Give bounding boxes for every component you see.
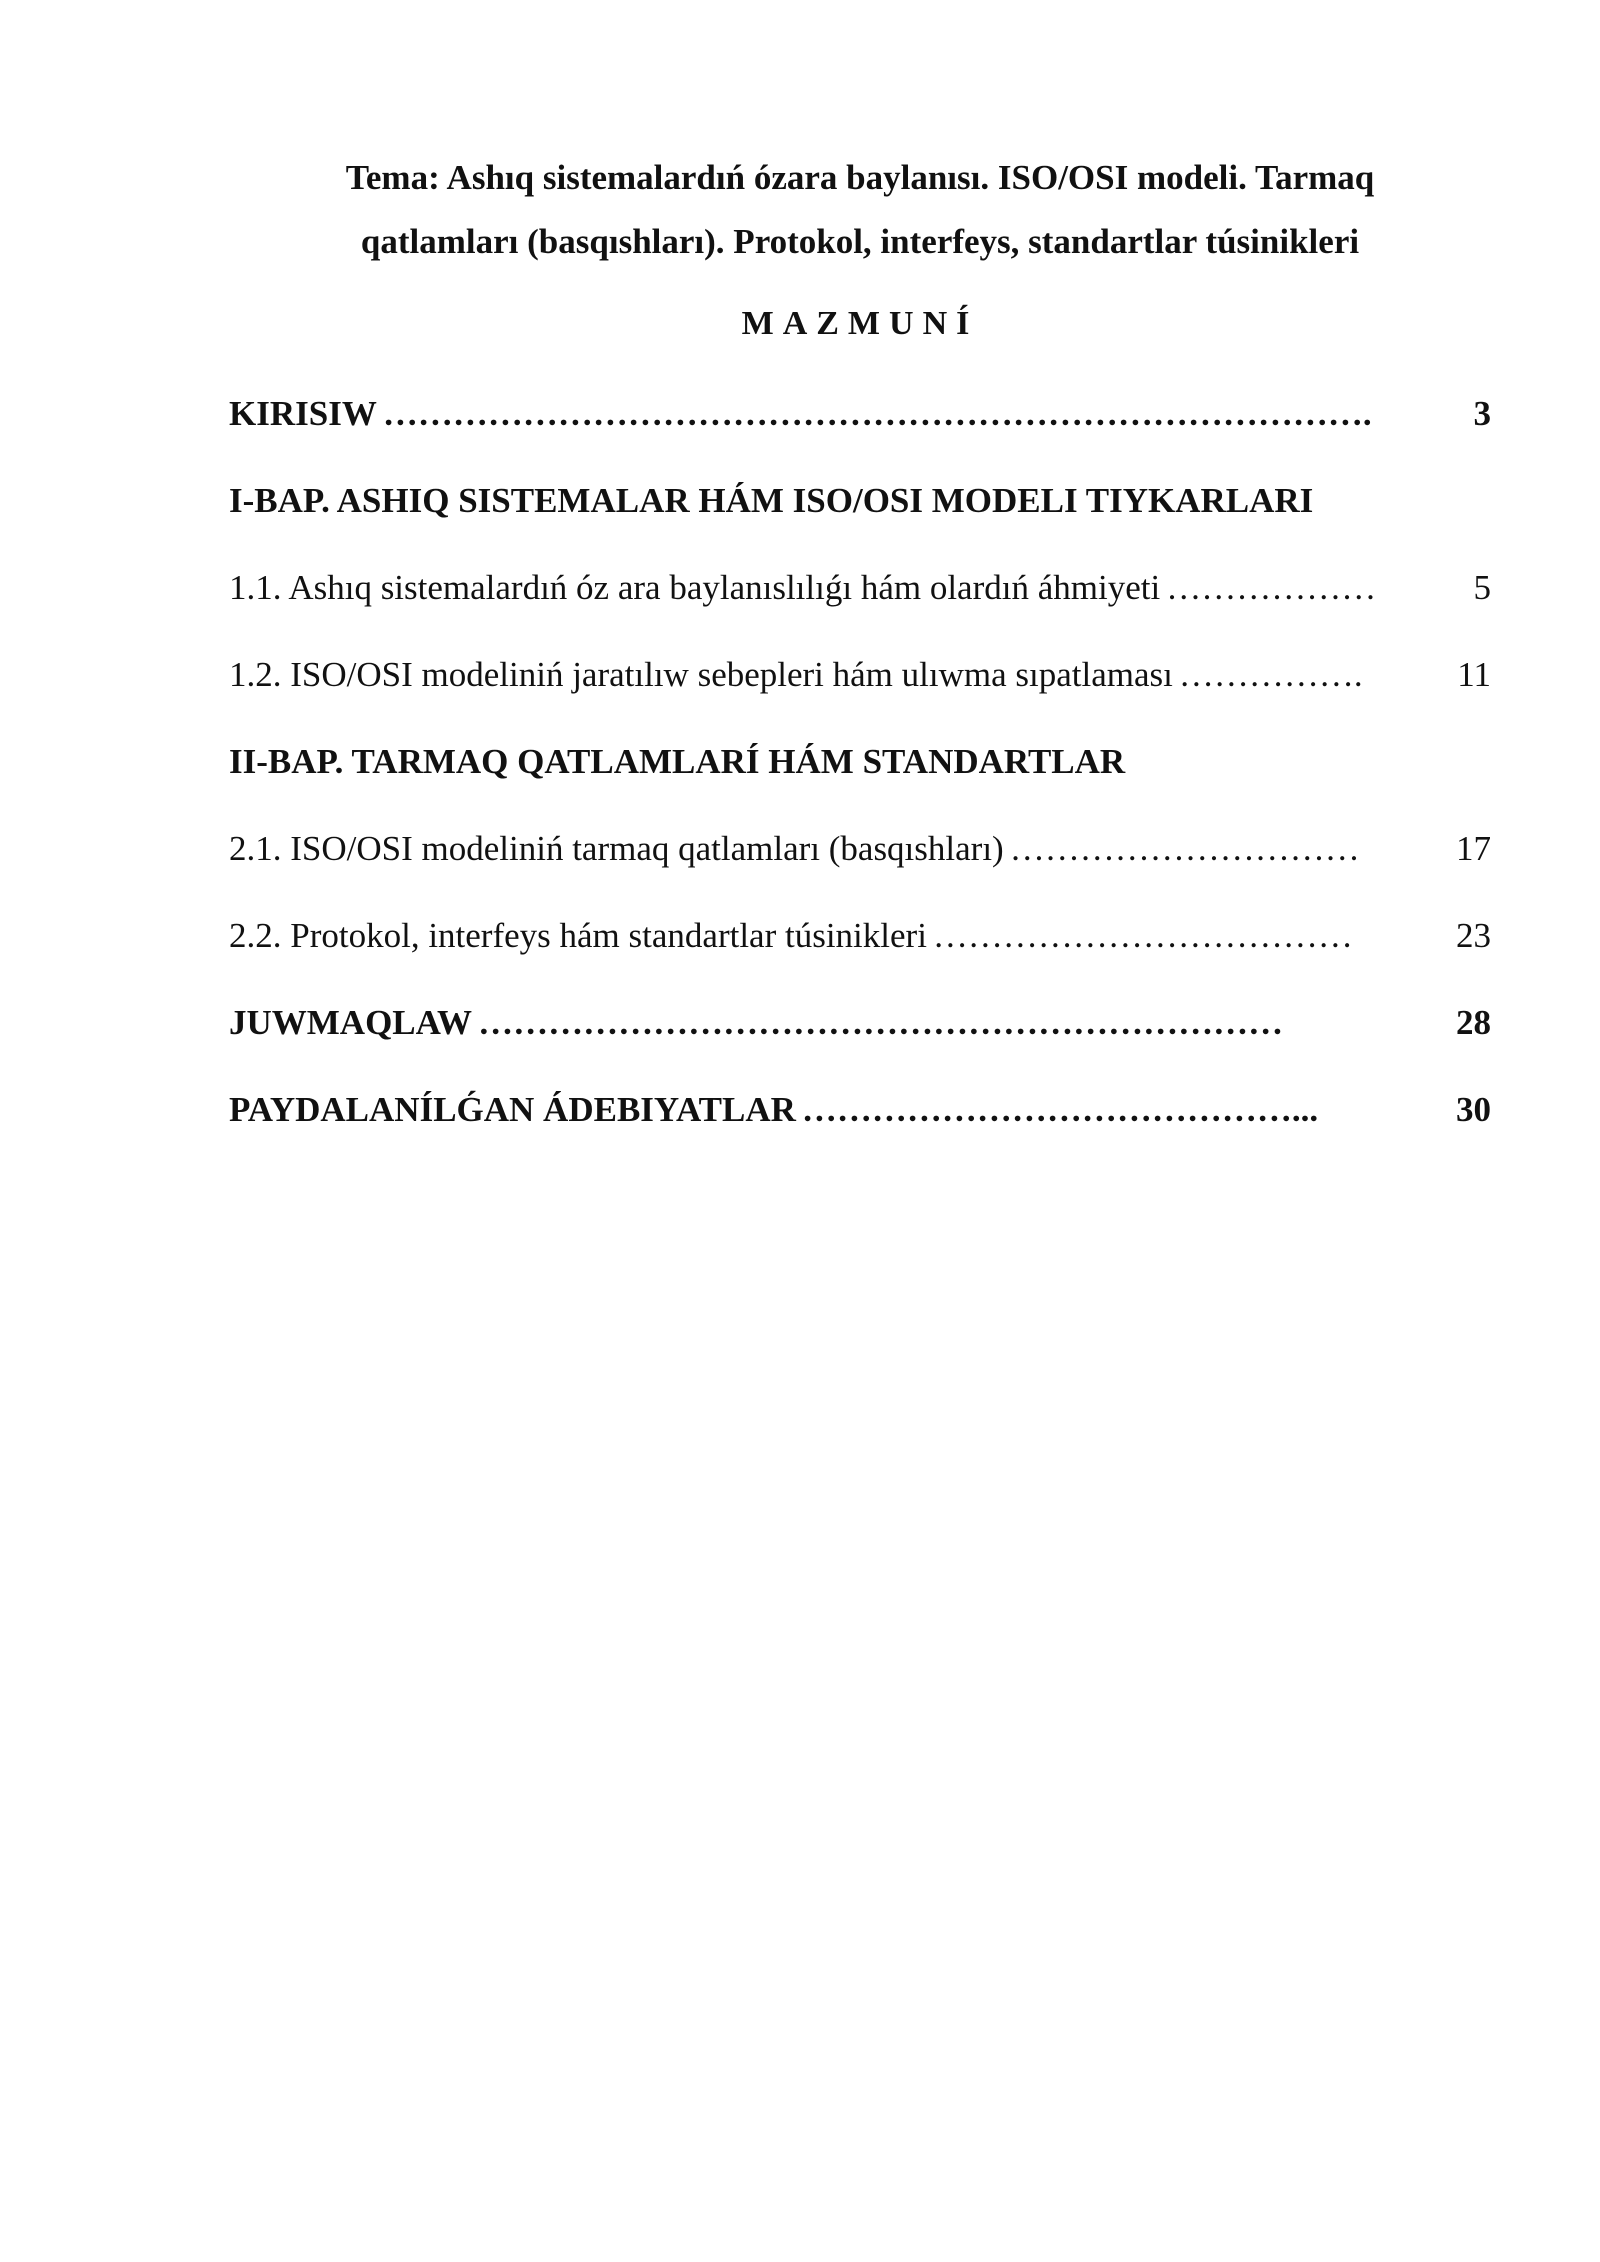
toc-page-number: 23 (1456, 916, 1491, 955)
toc-entry-2-2 (229, 912, 1491, 960)
toc-entry-label: 1.1. Ashıq sistemalardıń óz ara baylanıslılıǵı hám olardıń áhmiyeti (229, 568, 1161, 607)
toc-chapter-2: II-BAP. TARMAQ QATLAMLARÍ HÁM STANDARTLAR (229, 742, 1126, 781)
toc-entry-1-2 (229, 651, 1491, 699)
toc-page-number: 17 (1456, 829, 1491, 868)
title-line-1: Tema: Ashıq sistemalardıń ózara baylanısı. ISO/OSI modeli. Tarmaq (345, 158, 1375, 197)
toc-entry-label: 2.1. ISO/OSI modeliniń tarmaq qatlamları (basqıshları) (229, 829, 1004, 868)
toc-entry-references (229, 1086, 1491, 1134)
toc-entry-label: 2.2. Protokol, interfeys hám standartlar túsinikleri (229, 916, 927, 955)
toc-chapter-1: I-BAP. ASHIQ SISTEMALAR HÁM ISO/OSI MODELI TIYKARLARI (229, 481, 1314, 520)
toc-leader-dots: ……………………………………... (801, 1090, 1319, 1129)
toc-entry-label: JUWMAQLAW (229, 1003, 473, 1042)
toc-leader-dots: ……………………………… (932, 916, 1353, 955)
toc-leader-dots: ……………… (1166, 568, 1377, 607)
title-line-2: qatlamları (basqıshları). Protokol, interfeys, standartlar túsinikleri (360, 222, 1360, 261)
toc-page-number: 30 (1456, 1090, 1491, 1129)
toc-leader-dots: ………………………… (1009, 829, 1360, 868)
toc-entry-conclusion (229, 999, 1491, 1047)
toc-entry-1-1 (229, 564, 1491, 612)
toc-page-number: 28 (1456, 1003, 1491, 1042)
toc-entry-label: PAYDALANÍLǴAN ÁDEBIYATLAR (229, 1090, 796, 1129)
toc-leader-dots: …………………………………………………………………………. (382, 394, 1372, 433)
toc-leader-dots: …………………………………………………………… (478, 1003, 1284, 1042)
toc-entry-intro (229, 390, 1491, 438)
toc-entry-label: 1.2. ISO/OSI modeliniń jaratılıw sebepleri hám ulıwma sıpatlaması (229, 655, 1173, 694)
contents-heading: MAZMUNÍ (741, 305, 979, 342)
toc-entry-2-1 (229, 825, 1491, 873)
toc-page-number: 3 (1473, 394, 1491, 433)
toc-page-number: 11 (1457, 655, 1491, 694)
toc-page-number: 5 (1473, 568, 1491, 607)
toc-leader-dots: ……………. (1178, 655, 1363, 694)
toc-entry-label: KIRISIW (229, 394, 377, 433)
document-title (229, 146, 1491, 274)
